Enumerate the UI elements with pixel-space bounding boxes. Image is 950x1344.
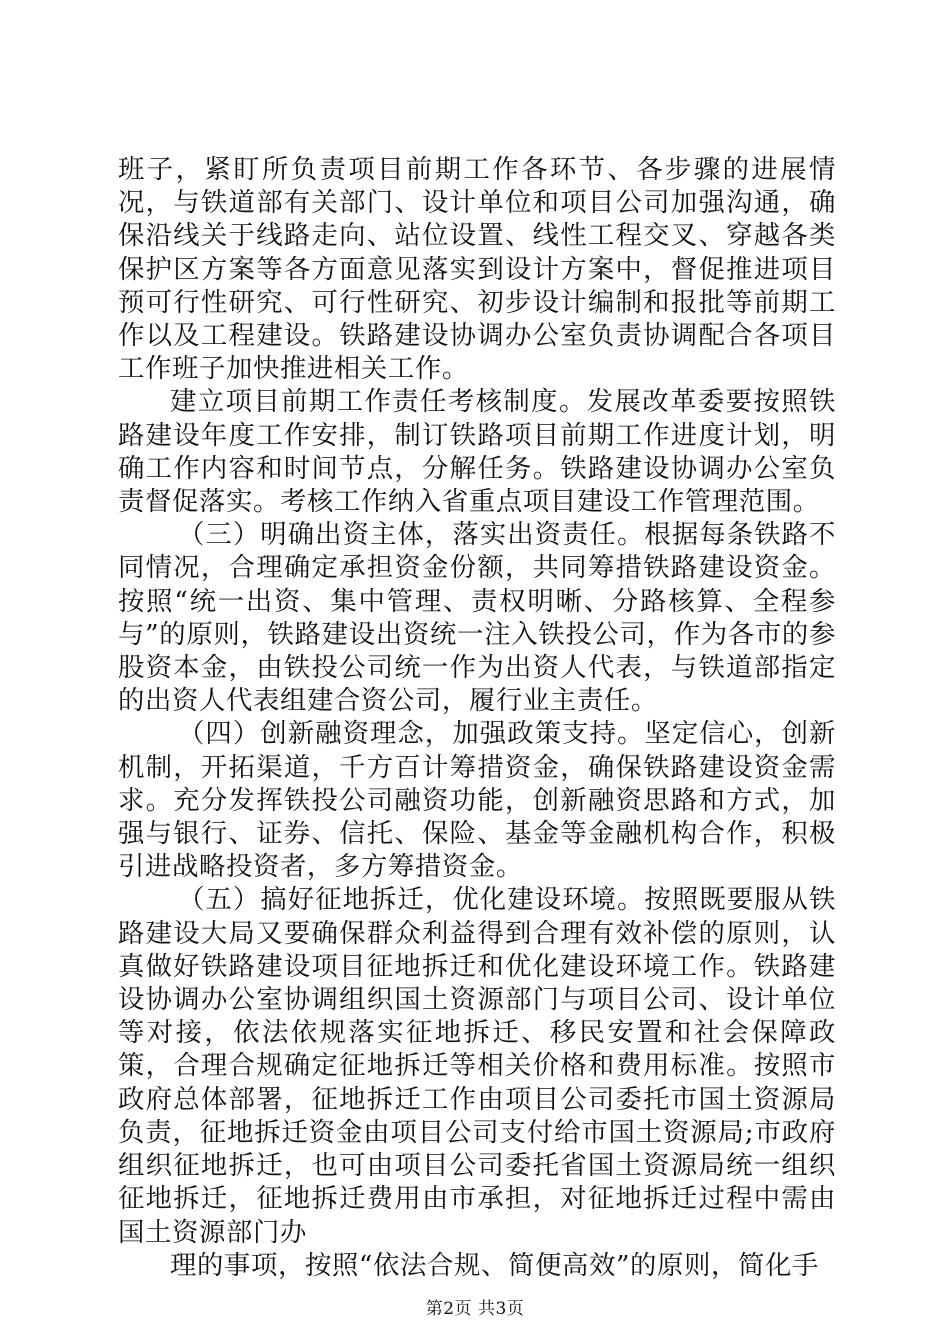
paragraph-section-4: （四）创新融资理念，加强政策支持。坚定信心，创新机制，开拓渠道，千方百计筹措资金，确保铁路建设资金需求。充分发挥铁投公司融资功能，创新融资思路和方式，加强与银行、证券、信托、保险、基金等金融机构合作，积极引进战略投资者，多方筹措资金。 <box>118 718 836 883</box>
paragraph-final-line: 理的事项，按照“依法合规、简便高效”的原则，简化手 <box>170 1249 819 1281</box>
paragraph-section-3: （三）明确出资主体，落实出资责任。根据每条铁路不同情况，合理确定承担资金份额，共同筹措铁路建设资金。按照“统一出资、集中管理、责权明晰、分路核算、全程参与”的原则，铁路建设出资统一注入铁投公司，作为各市的参股资本金，由铁投公司统一作为出资人代表，与铁道部指定的出资人代表组建合资公司，履行业主责任。 <box>118 519 836 717</box>
paragraph-continuation: 班子，紧盯所负责项目前期工作各环节、各步骤的进展情况，与铁道部有关部门、设计单位和项目公司加强沟通，确保沿线关于线路走向、站位设置、线性工程交叉、穿越各类保护区方案等各方面意见落实到设计方案中，督促推进项目预可行性研究、可行性研究、初步设计编制和报批等前期工作以及工程建设。铁路建设协调办公室负责协调配合各项目工作班子加快推进相关工作。 <box>118 154 836 385</box>
paragraph-assessment-system: 建立项目前期工作责任考核制度。发展改革委要按照铁路建设年度工作安排，制订铁路项目前期工作进度计划，明确工作内容和时间节点，分解任务。铁路建设协调办公室负责督促落实。考核工作纳入省重点项目建设工作管理范围。 <box>118 386 836 518</box>
page-number-footer: 第2页 共3页 <box>425 1299 525 1319</box>
document-body <box>118 153 836 1282</box>
paragraph-section-5: （五）搞好征地拆迁，优化建设环境。按照既要服从铁路建设大局又要确保群众利益得到合理有效补偿的原则，认真做好铁路建设项目征地拆迁和优化建设环境工作。铁路建设协调办公室协调组织国土资源部门与项目公司、设计单位等对接，依法依规落实征地拆迁、移民安置和社会保障政策，合理合规确定征地拆迁等相关价格和费用标准。按照市政府总体部署，征地拆迁工作由项目公司委托市国土资源局负责，征地拆迁资金由项目公司支付给市国土资源局;市政府组织征地拆迁，也可由项目公司委托省国土资源局统一组织征地拆迁，征地拆迁费用由市承担，对征地拆迁过程中需由国土资源部门办 <box>118 884 836 1248</box>
